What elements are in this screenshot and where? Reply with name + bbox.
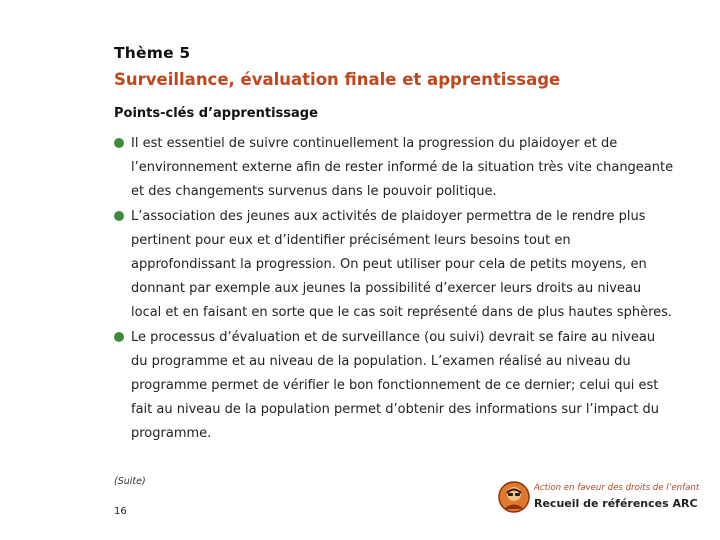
page-subtitle: Surveillance, évaluation finale et apprentissage — [114, 70, 561, 89]
continued-note: (Suite) — [114, 476, 146, 487]
theme-heading: Thème 5 — [114, 44, 191, 62]
key-point-item — [114, 326, 674, 447]
logo-title: Recueil de références ARC — [534, 497, 698, 510]
key-point-text: L’association des jeunes aux activités de plaidoyer permettra de le rendre plus pertinent pour eux et d’identifier précisément leurs besoins tout en approfondissant la progression. On peut utiliser pour cela de petits moyens, en donnant par exemple aux jeunes la possibilité d’exercer leurs droits au niveau local et en faisant en sorte que le cas soit représenté dans de plus hautes sphères. — [131, 208, 673, 321]
logo-tagline: Action en faveur des droits de l’enfant — [534, 483, 700, 493]
bullet-dot-icon — [114, 138, 124, 148]
key-point-text: Le processus d’évaluation et de surveillance (ou suivi) devrait se faire au niveau du programme et au niveau de la population. L’examen réalisé au niveau du programme permet de vérifier le bon fonctionnement de ce dernier; celui qui est fait au niveau de la population permet d’obtenir des informations sur l’impact du programme. — [131, 329, 659, 442]
key-point-item — [114, 205, 674, 326]
section-title: Points-clés d’apprentissage — [114, 106, 318, 121]
arc-logo — [498, 481, 700, 515]
arc-emblem-icon — [498, 481, 530, 513]
page-number: 16 — [114, 506, 127, 517]
bullet-dot-icon — [114, 211, 124, 221]
bullet-dot-icon — [114, 332, 124, 342]
key-point-text: Il est essentiel de suivre continuellement la progression du plaidoyer et de l’environnement externe afin de rester informé de la situation très vite changeante et des changements survenus dans le pouvoir politique. — [131, 136, 674, 200]
key-points-list — [114, 132, 674, 447]
key-point-item — [114, 132, 674, 205]
